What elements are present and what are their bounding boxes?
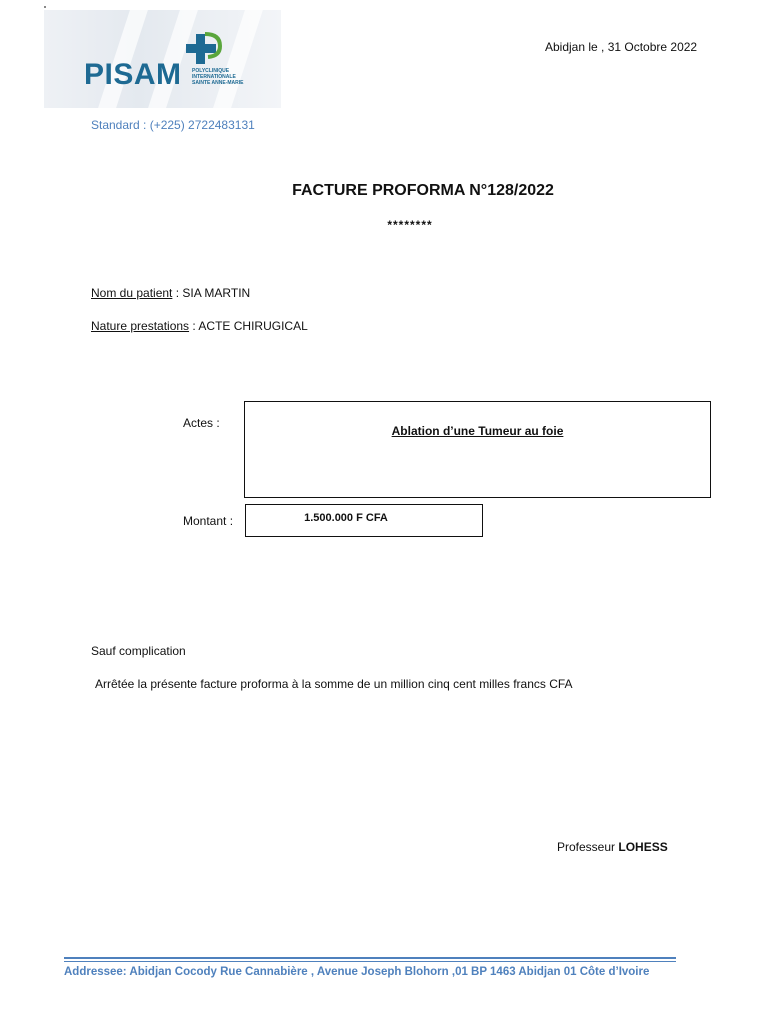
logo-wordmark: PISAM	[84, 58, 182, 91]
title-separator: ********	[387, 218, 433, 232]
montant-label: Montant :	[183, 514, 234, 528]
nature-label: Nature prestations	[91, 319, 190, 333]
phone-standard: Standard : (+225) 2722483131	[91, 118, 255, 132]
patient-label: Nom du patient	[91, 286, 173, 300]
patient-colon: :	[172, 286, 183, 300]
signature-title: Professeur	[557, 840, 619, 854]
document-date: Abidjan le , 31 Octobre 2022	[545, 40, 698, 54]
footer-address: Addressee: Abidjan Cocody Rue Cannabière , Avenue Joseph Blohorn ,01 BP 1463 Abidjan 01 Côte d’Ivoire	[64, 966, 650, 978]
signature	[557, 840, 668, 854]
footer-divider	[64, 957, 676, 959]
actes-box	[244, 401, 711, 498]
invoice-title: FACTURE PROFORMA N°128/2022	[292, 182, 554, 199]
amount-in-words: Arrêtée la présente facture proforma à la somme de un million cinq cent milles francs CFA	[95, 677, 573, 691]
patient-value: SIA MARTIN	[182, 286, 251, 300]
nature-value: ACTE CHIRUGICAL	[198, 319, 308, 333]
actes-value: Ablation d’une Tumeur au foie	[391, 424, 564, 438]
logo-subtitle: POLYCLINIQUE INTERNATIONALE SAINTE ANNE-MARIE	[192, 68, 244, 86]
clinic-logo	[44, 10, 281, 108]
nature-colon: :	[189, 319, 199, 333]
condition-note: Sauf complication	[91, 644, 186, 658]
montant-value: 1.500.000 F CFA	[304, 512, 388, 524]
medical-cross-icon	[184, 30, 224, 70]
footer-divider	[64, 961, 676, 962]
patient-field	[91, 286, 250, 300]
nature-field	[91, 319, 308, 333]
signature-name: LOHESS	[618, 840, 668, 854]
scan-dot	[44, 6, 46, 8]
montant-box	[245, 504, 483, 537]
actes-label: Actes :	[183, 416, 220, 430]
